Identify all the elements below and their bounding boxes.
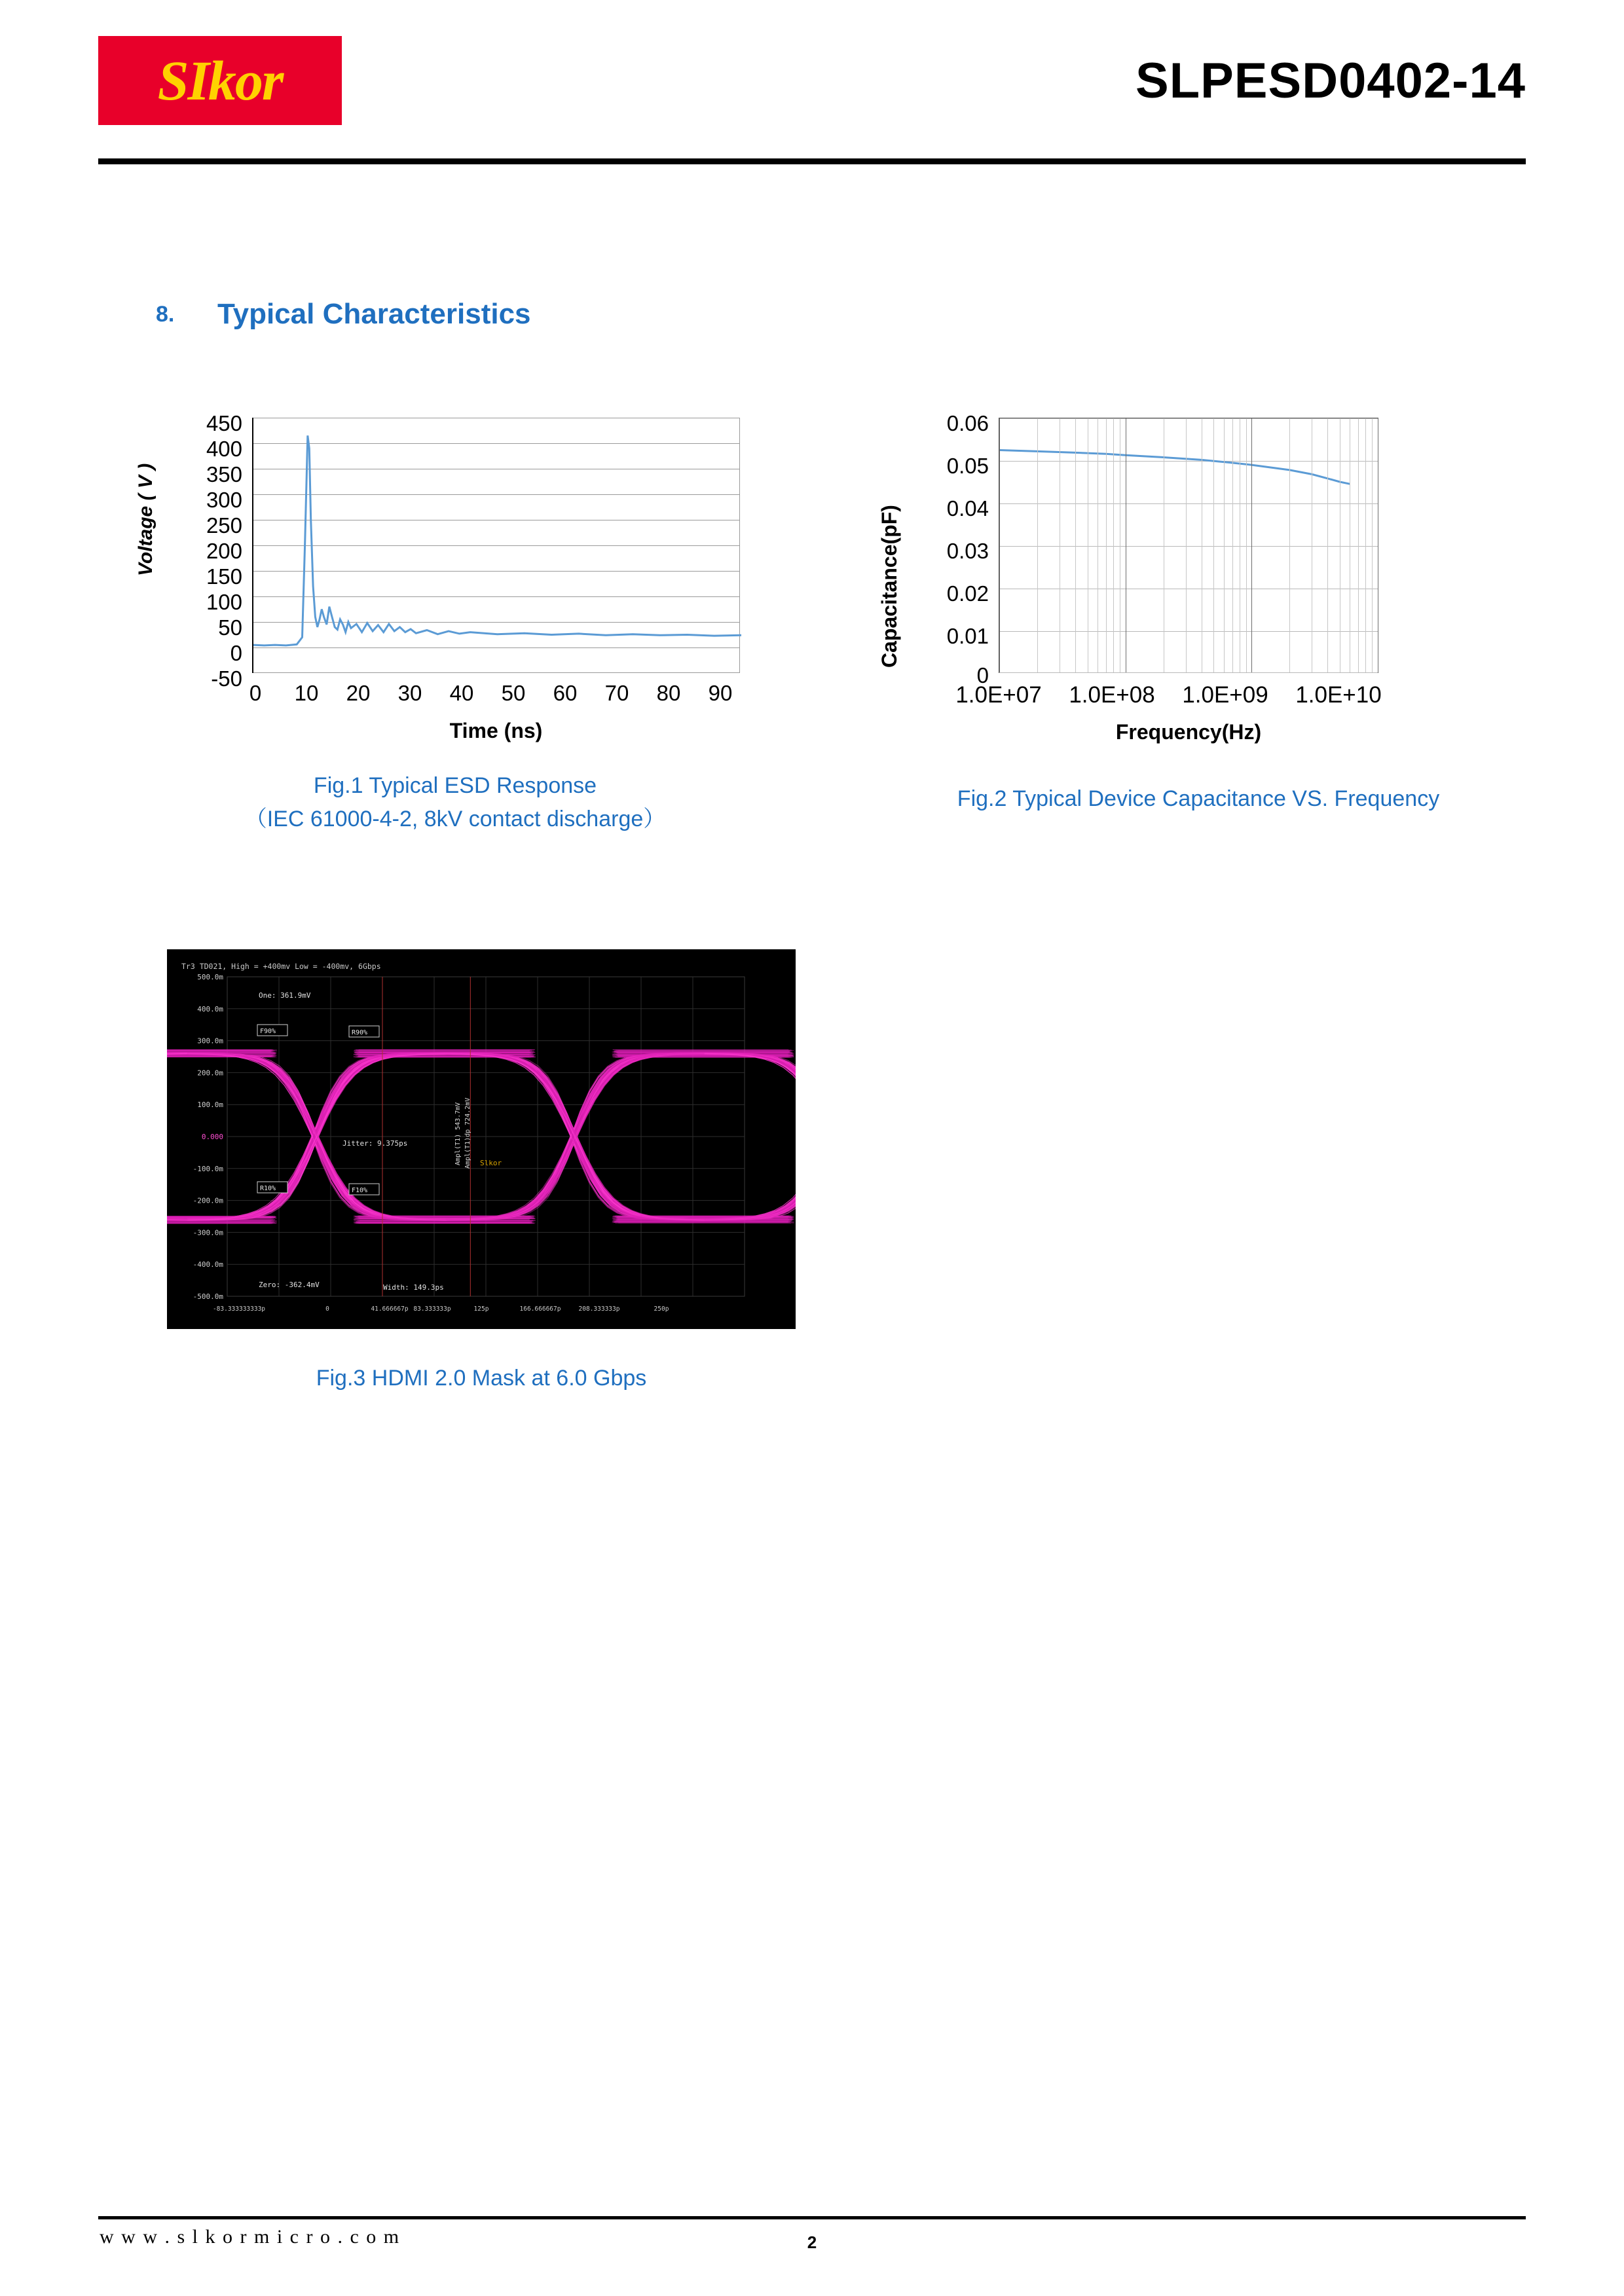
svg-text:100.0m: 100.0m — [197, 1101, 223, 1110]
figure-1 — [135, 411, 760, 831]
figure-2 — [871, 411, 1526, 811]
svg-text:208.333333p: 208.333333p — [578, 1305, 620, 1313]
fig2-caption: Fig.2 Typical Device Capacitance VS. Frequency — [957, 786, 1440, 811]
fig1-x-ticks: 0 10 20 30 40 50 60 70 80 90 — [249, 681, 733, 705]
svg-text:-300.0m: -300.0m — [193, 1228, 223, 1237]
svg-text:Zero: -362.4mV: Zero: -362.4mV — [259, 1281, 320, 1289]
fig1-caption-line2: （IEC 61000-4-2, 8kV contact discharge） — [244, 807, 666, 831]
svg-text:-100.0m: -100.0m — [193, 1164, 223, 1173]
fig2-x-axis-label: Frequency(Hz) — [1115, 720, 1262, 744]
svg-text:125p: 125p — [473, 1305, 489, 1313]
svg-text:400.0m: 400.0m — [197, 1004, 223, 1013]
svg-text:0.000: 0.000 — [201, 1133, 223, 1141]
logo-text: SIkor — [157, 49, 283, 112]
svg-text:83.333333p: 83.333333p — [413, 1305, 451, 1313]
fig1-plot-area — [252, 418, 740, 673]
svg-text:-400.0m: -400.0m — [193, 1260, 223, 1269]
figure-3 — [167, 949, 809, 1421]
svg-text:-500.0m: -500.0m — [193, 1292, 223, 1301]
fig1-data-line — [253, 418, 741, 673]
part-number-title: SLPESD0402-14 — [1135, 53, 1526, 109]
svg-text:-200.0m: -200.0m — [193, 1196, 223, 1205]
svg-text:Width: 149.3ps: Width: 149.3ps — [383, 1283, 444, 1292]
section-number: 8. — [156, 302, 175, 327]
svg-text:166.666667p: 166.666667p — [519, 1305, 561, 1313]
svg-text:Ampl(T1) 543.7mV: Ampl(T1) 543.7mV — [454, 1102, 462, 1165]
fig1-y-ticks: 450 400 350 300 250 200 150 100 50 0 -50 — [206, 411, 242, 691]
section-heading — [156, 298, 1073, 331]
fig2-data-line — [999, 418, 1378, 672]
svg-text:F90%: F90% — [260, 1028, 276, 1035]
svg-text:F10%: F10% — [352, 1187, 368, 1194]
svg-text:300.0m: 300.0m — [197, 1036, 223, 1046]
fig2-y-axis-label: Capacitance(pF) — [877, 505, 901, 668]
footer-divider — [98, 2216, 1526, 2219]
svg-text:Jitter: 9.375ps: Jitter: 9.375ps — [342, 1139, 408, 1148]
svg-text:500.0m: 500.0m — [197, 973, 223, 981]
svg-text:R10%: R10% — [260, 1185, 276, 1192]
svg-text:0: 0 — [325, 1305, 329, 1313]
eye-diagram-svg — [167, 949, 796, 1329]
header-divider — [98, 158, 1526, 164]
page-header — [0, 0, 1624, 170]
svg-text:-83.333333333p: -83.333333333p — [212, 1305, 266, 1313]
fig2-x-ticks: 1.0E+07 1.0E+08 1.0E+09 1.0E+10 — [955, 682, 1382, 708]
section-title: Typical Characteristics — [217, 298, 531, 330]
fig3-caption: Fig.3 HDMI 2.0 Mask at 6.0 Gbps — [316, 1366, 647, 1391]
footer-website: w w w . s l k o r m i c r o . c o m — [100, 2226, 401, 2248]
footer-page-number: 2 — [807, 2232, 817, 2252]
svg-text:R90%: R90% — [352, 1029, 368, 1036]
svg-text:Ampl(T1)dp 724.2mV: Ampl(T1)dp 724.2mV — [464, 1097, 471, 1169]
fig1-caption — [144, 769, 766, 836]
fig1-x-axis-label: Time (ns) — [449, 719, 543, 742]
svg-text:Slkor: Slkor — [480, 1159, 502, 1167]
fig2-y-ticks: 0.06 0.05 0.04 0.03 0.02 0.01 0 — [946, 411, 989, 687]
fig1-caption-line1: Fig.1 Typical ESD Response — [313, 773, 597, 798]
company-logo — [98, 36, 342, 125]
svg-text:One: 361.9mV: One: 361.9mV — [259, 991, 311, 1000]
svg-text:200.0m: 200.0m — [197, 1068, 223, 1078]
svg-text:250p: 250p — [654, 1305, 669, 1313]
svg-text:41.666667p: 41.666667p — [371, 1305, 409, 1313]
fig1-y-axis-label: Voltage ( V ) — [135, 463, 157, 576]
fig2-plot-area — [999, 418, 1378, 673]
eye-diagram-image — [167, 949, 796, 1329]
svg-text:Tr3 TD021, High = +400mv Low =: Tr3 TD021, High = +400mv Low = -400mv, 6Gbps — [181, 962, 381, 971]
